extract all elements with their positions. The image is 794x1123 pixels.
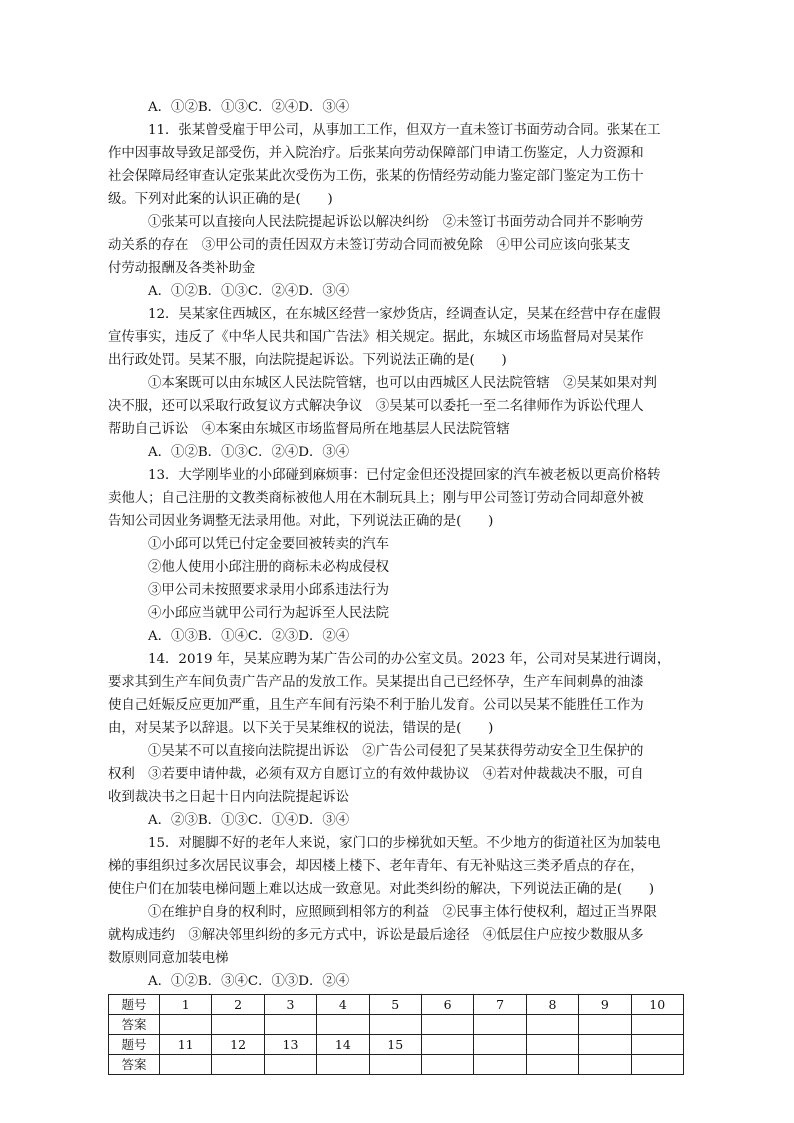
- q15-options: A．①②B．③④C．①③D．②④: [148, 974, 350, 989]
- question-number-cell: 6: [421, 995, 473, 1015]
- q11-stem-line: 社会保障局经审查认定张某此次受伤为工伤，张某的伤情经劳动能力鉴定部门鉴定为工伤十: [108, 169, 644, 184]
- answer-cell[interactable]: [212, 1015, 264, 1035]
- answer-cell[interactable]: [264, 1055, 316, 1075]
- q11-statement-line: 动关系的存在 ③甲公司的责任因双方未签订劳动合同而被免除 ④甲公司应该向张某支: [108, 238, 631, 253]
- answer-cell[interactable]: [579, 1055, 631, 1075]
- answer-cell[interactable]: [317, 1015, 369, 1035]
- question-number-cell: 4: [317, 995, 369, 1015]
- question-number-cell: 2: [212, 995, 264, 1015]
- q13-statement-line: ②他人使用小邱注册的商标未必构成侵权: [148, 560, 390, 575]
- q14-stem-line: 由，对吴某予以辞退。以下关于吴某维权的说法，错误的是( ): [108, 721, 494, 736]
- answer-cell[interactable]: [212, 1055, 264, 1075]
- q15-statement-line: ①在维护自身的权利时，应照顾到相邻方的利益 ②民事主体行使权利，超过正当界限: [148, 905, 657, 920]
- q13-stem-line: 告知公司因业务调整无法录用他。对此，下列说法正确的是( ): [108, 514, 494, 529]
- answer-cell[interactable]: [474, 1015, 526, 1035]
- question-number-cell: 11: [160, 1035, 212, 1055]
- q14-statement-line: ①吴某不可以直接向法院提出诉讼 ②广告公司侵犯了吴某获得劳动安全卫生保护的: [148, 744, 644, 759]
- question-number-cell: [579, 1035, 631, 1055]
- question-number-cell: [526, 1035, 578, 1055]
- question-15: [108, 832, 686, 993]
- question-number-label: 题号: [109, 995, 160, 1015]
- answer-cell[interactable]: [631, 1055, 683, 1075]
- question-number-cell: 10: [631, 995, 683, 1015]
- q11-stem-line: 11．张某曾受雇于甲公司，从事加工工作，但双方一直未签订书面劳动合同。张某在工: [148, 123, 661, 138]
- q12-stem-line: 出行政处罚。吴某不服，向法院提起诉讼。下列说法正确的是( ): [108, 353, 507, 368]
- answer-cell[interactable]: [421, 1055, 473, 1075]
- answer-cell[interactable]: [264, 1015, 316, 1035]
- q15-statement-line: 就构成违约 ③解决邻里纠纷的多元方式中，诉讼是最后途径 ④低层住户应按少数服从多: [108, 928, 644, 943]
- q14-options: A．②③B．①③C．①④D．③④: [148, 813, 350, 828]
- q13-options: A．①③B．①④C．②③D．②④: [148, 629, 350, 644]
- answer-cell[interactable]: [526, 1015, 578, 1035]
- answer-table-row: [109, 995, 684, 1015]
- q14-statement-line: 权利 ③若要申请仲裁，必须有双方自愿订立的有效仲裁协议 ④若对仲裁裁决不服，可自: [108, 767, 644, 782]
- question-number-cell: [421, 1035, 473, 1055]
- q14-stem-line: 14．2019 年，吴某应聘为某广告公司的办公室文员。2023 年，公司对吴某进行调岗，: [148, 652, 671, 667]
- q11-statement-line: 付劳动报酬及各类补助金: [108, 261, 256, 276]
- answer-cell[interactable]: [317, 1055, 369, 1075]
- q13-statement-line: ①小邱可以凭已付定金要回被转卖的汽车: [148, 537, 390, 552]
- q13-statement-line: ④小邱应当就甲公司行为起诉至人民法院: [148, 606, 390, 621]
- question-13: [108, 464, 686, 648]
- answer-cell[interactable]: [160, 1015, 212, 1035]
- question-number-cell: [474, 1035, 526, 1055]
- q11-options: A．①②B．①③C．②④D．③④: [148, 284, 350, 299]
- question-number-cell: 13: [264, 1035, 316, 1055]
- question-number-cell: 3: [264, 995, 316, 1015]
- question-11: [108, 119, 686, 303]
- question-14: [108, 648, 686, 832]
- answer-table-row: [109, 1015, 684, 1035]
- q12-statement-line: 帮助自己诉讼 ④本案由东城区市场监督局所在地基层人民法院管辖: [108, 422, 510, 437]
- q14-statement-line: 收到裁决书之日起十日内向法院提起诉讼: [108, 790, 350, 805]
- q12-statement-line: 决不服，还可以采取行政复议方式解决争议 ③吴某可以委托一至二名律师作为诉讼代理人: [108, 399, 644, 414]
- answer-cell[interactable]: [579, 1015, 631, 1035]
- question-number-cell: [631, 1035, 683, 1055]
- q13-stem-line: 13．大学刚毕业的小邱碰到麻烦事：已付定金但还没提回家的汽车被老板以更高价格转: [148, 468, 661, 483]
- question-number-cell: 7: [474, 995, 526, 1015]
- answer-label: 答案: [109, 1015, 160, 1035]
- question-number-label: 题号: [109, 1035, 160, 1055]
- question-12: [108, 303, 686, 464]
- answer-cell[interactable]: [369, 1015, 421, 1035]
- question-number-cell: 5: [369, 995, 421, 1015]
- answer-cell[interactable]: [631, 1015, 683, 1035]
- q14-stem-line: 使自己妊娠反应更加严重，且生产车间有污染不利于胎儿发育。公司以吴某不能胜任工作为: [108, 698, 644, 713]
- q11-stem-line: 级。下列对此案的认识正确的是( ): [108, 192, 333, 207]
- answer-label: 答案: [109, 1055, 160, 1075]
- question-number-cell: 8: [526, 995, 578, 1015]
- answer-cell[interactable]: [421, 1015, 473, 1035]
- question-number-cell: 9: [579, 995, 631, 1015]
- q12-stem-line: 12．吴某家住西城区，在东城区经营一家炒货店，经调查认定，吴某在经营中存在虚假: [148, 307, 661, 322]
- q15-stem-line: 15．对腿脚不好的老年人来说，家门口的步梯犹如天堑。不少地方的街道社区为加装电: [148, 836, 661, 851]
- question-number-cell: 14: [317, 1035, 369, 1055]
- answer-table-row: [109, 1035, 684, 1055]
- q15-stem-line: 使住户们在加装电梯问题上难以达成一致意见。对此类纠纷的解决，下列说法正确的是( ): [108, 882, 655, 897]
- q13-stem-line: 卖他人；自己注册的文教类商标被他人用在木制玩具上；刚与甲公司签订劳动合同却意外被: [108, 491, 644, 506]
- answer-cell[interactable]: [526, 1055, 578, 1075]
- answer-table-row: [109, 1055, 684, 1075]
- q14-stem-line: 要求其到生产车间负责广告产品的发放工作。吴某提出自己已经怀孕，生产车间刺鼻的油漆: [108, 675, 644, 690]
- q10-options: A．①②B．①③C．②④D．③④: [148, 100, 350, 115]
- question-number-cell: 1: [160, 995, 212, 1015]
- answer-cell[interactable]: [160, 1055, 212, 1075]
- exam-page: [108, 96, 686, 1075]
- question-number-cell: 12: [212, 1035, 264, 1055]
- q11-stem-line: 作中因事故导致足部受伤，并入院治疗。后张某向劳动保障部门申请工伤鉴定，人力资源和: [108, 146, 644, 161]
- question-number-cell: 15: [369, 1035, 421, 1055]
- answer-table: [108, 994, 684, 1075]
- q12-options: A．①②B．①③C．②④D．③④: [148, 445, 350, 460]
- q11-statement-line: ①张某可以直接向人民法院提起诉讼以解决纠纷 ②未签订书面劳动合同并不影响劳: [148, 215, 644, 230]
- q15-stem-line: 梯的事组织过多次居民议事会，却因楼上楼下、老年青年、有无补贴这三类矛盾点的存在，: [108, 859, 644, 874]
- answer-cell[interactable]: [369, 1055, 421, 1075]
- q12-stem-line: 宣传事实，违反了《中华人民共和国广告法》相关规定。据此，东城区市场监督局对吴某作: [108, 330, 644, 345]
- answer-cell[interactable]: [474, 1055, 526, 1075]
- q12-statement-line: ①本案既可以由东城区人民法院管辖，也可以由西城区人民法院管辖 ②吴某如果对判: [148, 376, 657, 391]
- q15-statement-line: 数原则同意加装电梯: [108, 951, 229, 966]
- q13-statement-line: ③甲公司未按照要求录用小邱系违法行为: [148, 583, 390, 598]
